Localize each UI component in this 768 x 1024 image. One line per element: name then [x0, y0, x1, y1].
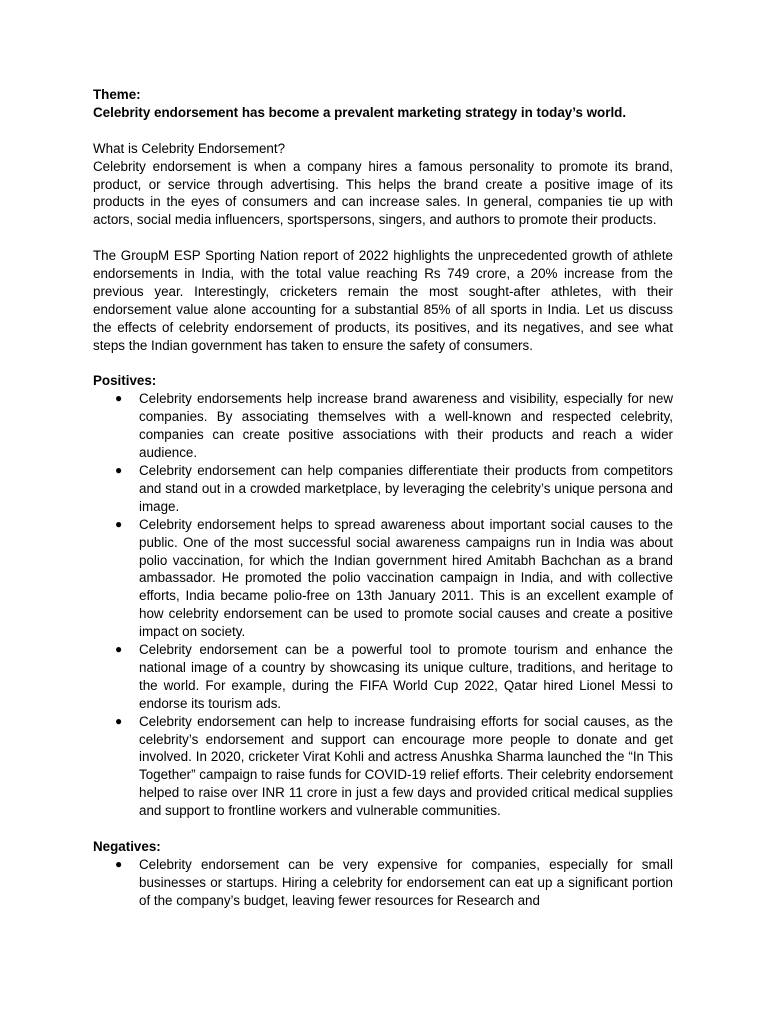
list-item [93, 462, 673, 516]
list-item-text: Celebrity endorsement can be very expensive for companies, especially for small businesses or startups. Hiring a celebrity for endorsement can eat up a significant portion of the company’s budget, leaving fewer resources for Research and [139, 856, 673, 908]
list-item-text: Celebrity endorsement can be a powerful tool to promote tourism and enhance the national image of a country by showcasing its unique culture, traditions, and heritage to the world. For example, during the FIFA World Cup 2022, Qatar hired Lionel Messi to endorse its tourism ads. [139, 642, 673, 711]
what-is-paragraph: Celebrity endorsement is when a company hires a famous personality to promote its brand, product, or service through advertising. This helps the brand create a positive image of its products in the eyes of consumers and can increase sales. In general, companies tie up with actors, social media influencers, sportspersons, singers, and authors to promote their products. [93, 158, 673, 228]
bullet-icon: ● [115, 713, 123, 728]
bullet-icon: ● [115, 516, 123, 531]
list-item-text: Celebrity endorsement can help companies differentiate their products from competitors and stand out in a crowded marketplace, by leveraging the celebrity’s unique persona and image. [139, 462, 673, 514]
list-item [93, 713, 673, 820]
spacer [93, 820, 673, 838]
list-item-text: Celebrity endorsement can help to increase fundraising efforts for social causes, as the celebrity’s endorsement and support can encourage more people to donate and get involved. In 2020, cricketer Virat Kohli and actress Anushka Sharma launched the “In This Together” campaign to raise funds for COVID-19 relief efforts. Their celebrity endorsement helped to raise over INR 11 crore in just a few days and provided critical medical supplies and support to frontline workers and vulnerable communities. [139, 713, 673, 819]
theme-label: Theme: [93, 87, 141, 102]
bullet-icon: ● [115, 856, 123, 871]
bullet-icon: ● [115, 642, 123, 657]
bullet-icon: ● [115, 391, 123, 406]
report-paragraph: The GroupM ESP Sporting Nation report of 2022 highlights the unprecedented growth of athlete endorsements in India, with the total value reaching Rs 749 crore, a 20% increase from the previous year. Interestingly, cricketers remain the most sought-after athletes, with their endorsement value alone accounting for a substantial 85% of all sports in India. Let us discuss the effects of celebrity endorsement of products, its positives, and its negatives, and see what steps the Indian government has taken to ensure the safety of consumers. [93, 248, 673, 353]
list-item [93, 390, 673, 462]
bullet-icon: ● [115, 462, 123, 477]
theme-statement: Celebrity endorsement has become a prevalent marketing strategy in today’s world. [93, 104, 627, 120]
negatives-heading: Negatives: [93, 839, 161, 854]
list-item-text: Celebrity endorsement helps to spread awareness about important social causes to the public. One of the most successful social awareness campaigns run in India was about polio vaccination, for which the Indian government hired Amitabh Bachchan as a brand ambassador. He promoted the polio vaccination campaign in India, and with collective efforts, India became polio-free on 13th January 2011. This is an excellent example of how celebrity endorsement can be used to promote social causes and create a positive impact on society. [139, 516, 673, 640]
list-item [93, 516, 673, 641]
spacer [93, 122, 673, 140]
list-item-text: Celebrity endorsements help increase brand awareness and visibility, especially for new companies. By associating themselves with a well-known and respected celebrity, companies can create positive associations with their products and reach a wider audience. [139, 391, 673, 461]
spacer [93, 355, 673, 373]
positives-heading: Positives: [93, 373, 157, 389]
negatives-list [93, 856, 673, 910]
spacer [93, 229, 673, 247]
list-item [93, 641, 673, 713]
document-page [93, 86, 673, 910]
positives-list [93, 390, 673, 820]
what-is-heading: What is Celebrity Endorsement? [93, 140, 286, 156]
list-item [93, 856, 673, 910]
